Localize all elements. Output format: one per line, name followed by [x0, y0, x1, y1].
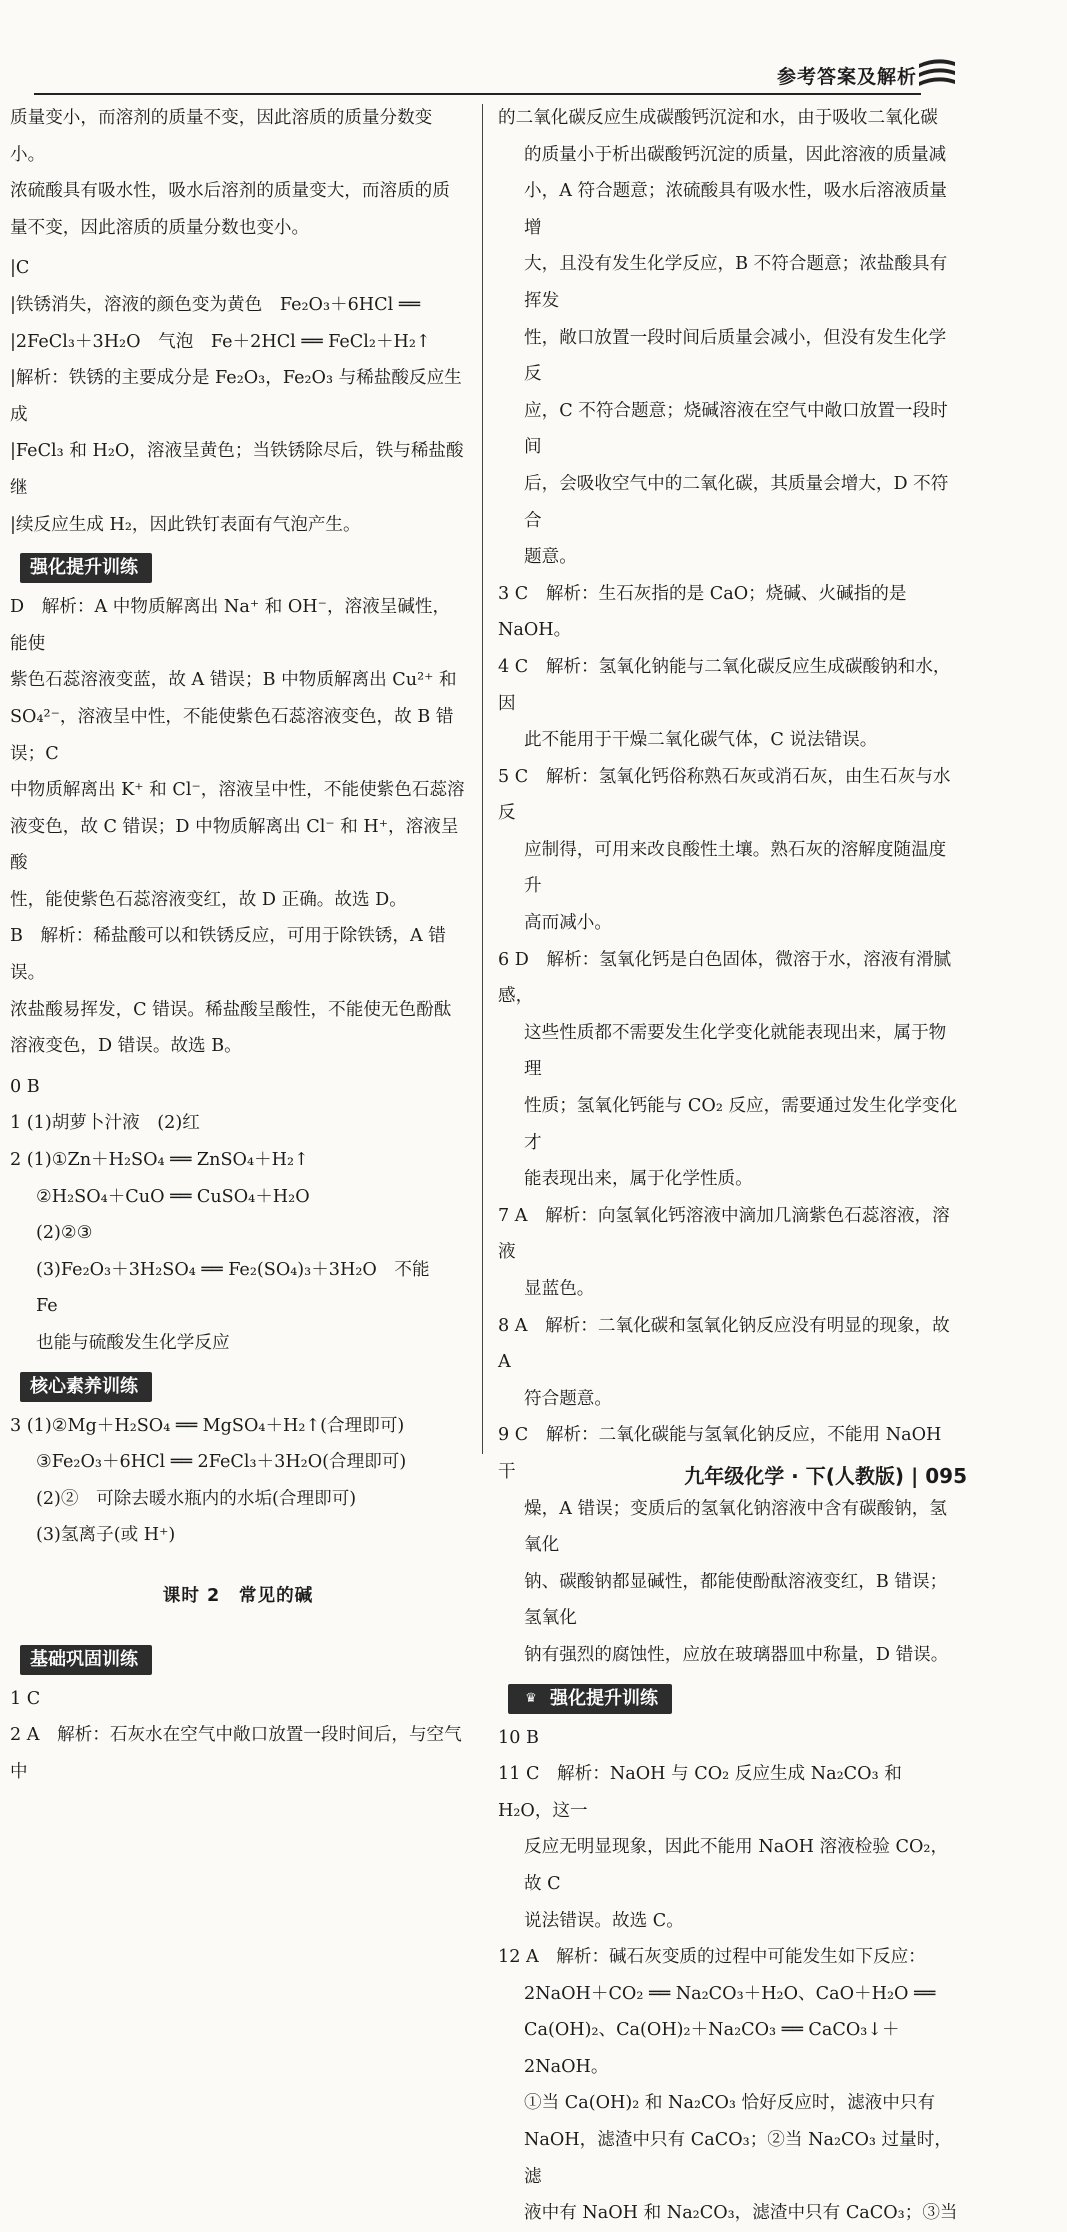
column-divider — [482, 104, 483, 1454]
answer-line: NaOH，滤渣中只有 CaCO₃；②当 Na₂CO₃ 过量时，滤 — [524, 2130, 952, 2187]
answer-line: 紫色石蕊溶液变蓝，故 A 错误；B 中物质解离出 Cu²⁺ 和 — [10, 670, 457, 691]
answer-line: (2)② 可除去暖水瓶内的水垢(合理即可) — [36, 1488, 357, 1509]
answer-line: 4 C 解析：氢氧化钠能与二氧化碳反应生成碳酸钠和水，因 — [498, 656, 951, 714]
page-footer: 九年级化学 · 下(人教版) | 095 — [684, 1464, 967, 1488]
lesson-title: 课时 2 常见的碱 — [162, 1585, 314, 1606]
text-line: 质量变小，而溶剂的质量不变，因此溶质的质量分数变小。 — [10, 108, 433, 165]
section-heading: 强化提升训练 — [20, 553, 152, 583]
answer-line: 9 C 解析：二氧化碳能与氢氧化钠反应，不能用 NaOH 干 — [498, 1425, 942, 1482]
section-heading-label: 强化提升训练 — [550, 1687, 658, 1709]
answer-line: 浓盐酸易挥发，C 错误。稀盐酸呈酸性，不能使无色酚酞 — [10, 999, 452, 1020]
text-line: 后，会吸收空气中的二氧化碳，其质量会增大，D 不符合 — [524, 473, 949, 531]
answer-line: 符合题意。 — [524, 1388, 612, 1409]
answer-line: D 解析：A 中物质解离出 Na⁺ 和 OH⁻，溶液呈碱性，能使 — [10, 597, 451, 654]
answer-line: SO₄²⁻，溶液呈中性，不能使紫色石蕊溶液变色，故 B 错误；C — [10, 706, 454, 764]
book-stack-icon — [917, 56, 957, 94]
answer-line: 反应无明显现象，因此不能用 NaOH 溶液检验 CO₂，故 C — [524, 1837, 949, 1894]
answer-line: |续反应生成 H₂，因此铁钉表面有气泡产生。 — [10, 514, 361, 535]
text-line: 应，C 不符合题意；烧碱溶液在空气中敞口放置一段时间 — [524, 400, 948, 458]
answer-line: 3 C 解析：生石灰指的是 CaO；烧碱、火碱指的是 NaOH。 — [498, 583, 907, 641]
answer-line: 能表现出来，属于化学性质。 — [524, 1169, 753, 1190]
answer-line: 12 A 解析：碱石灰变质的过程中可能发生如下反应： — [498, 1947, 926, 1968]
answer-line: 显蓝色。 — [524, 1279, 595, 1299]
answer-line: |2FeCl₃＋3H₂O 气泡 Fe＋2HCl ══ FeCl₂＋H₂↑ — [10, 331, 431, 352]
answer-line: 液中有 NaOH 和 Na₂CO₃，滤渣中只有 CaCO₃；③当 — [524, 2203, 958, 2224]
answer-line: 0 B — [10, 1076, 40, 1097]
answer-line: 燥，A 错误；变质后的氢氧化钠溶液中含有碳酸钠，氢氧化 — [524, 1498, 947, 1556]
header-rule — [34, 93, 921, 95]
section-heading: 核心素养训练 — [20, 1372, 152, 1402]
answer-line: 性，能使紫色石蕊溶液变红，故 D 正确。故选 D。 — [10, 889, 407, 910]
answer-line: ③Fe₂O₃＋6HCl ══ 2FeCl₃＋3H₂O(合理即可) — [36, 1452, 407, 1473]
answer-line: 液变色，故 C 错误；D 中物质解离出 Cl⁻ 和 H⁺，溶液呈酸 — [10, 816, 459, 874]
text-line: 性，敞口放置一段时间后质量会减小，但没有发生化学反 — [524, 327, 947, 385]
crown-icon: ♛ — [518, 1686, 544, 1712]
text-line: 小，A 符合题意；浓硫酸具有吸水性，吸水后溶液质量增 — [524, 181, 947, 238]
answer-line: 7 A 解析：向氢氧化钙溶液中滴加几滴紫色石蕊溶液，溶液 — [498, 1205, 950, 1263]
answer-line: 8 A 解析：二氧化碳和氢氧化钠反应没有明显的现象，故 A — [498, 1315, 950, 1373]
answer-line: |解析：铁锈的主要成分是 Fe₂O₃，Fe₂O₃ 与稀盐酸反应生成 — [10, 368, 462, 425]
answer-line: 2 A 解析：石灰水在空气中敞口放置一段时间后，与空气中 — [10, 1725, 462, 1782]
text-line: 题意。 — [524, 547, 577, 568]
answer-line: B 解析：稀盐酸可以和铁锈反应，可用于除铁锈，A 错误。 — [10, 926, 446, 984]
answer-line: 此不能用于干燥二氧化碳气体，C 说法错误。 — [524, 730, 878, 751]
section-heading: 基础巩固训练 — [20, 1645, 152, 1675]
answer-line: (3)Fe₂O₃＋3H₂SO₄ ══ Fe₂(SO₄)₃＋3H₂O 不能 Fe — [36, 1259, 448, 1317]
answer-line: 2NaOH＋CO₂ ══ Na₂CO₃＋H₂O、CaO＋H₂O ══ — [524, 1983, 936, 2004]
answer-line: ①当 Ca(OH)₂ 和 Na₂CO₃ 恰好反应时，滤液中只有 — [524, 2093, 936, 2114]
answer-line: (2)②③ — [36, 1223, 93, 1244]
answer-line: (3)氢离子(或 H⁺) — [36, 1525, 176, 1546]
answer-line: 6 D 解析：氢氧化钙是白色固体，微溶于水，溶液有滑腻感， — [498, 949, 952, 1007]
answer-line: Ca(OH)₂、Ca(OH)₂＋Na₂CO₃ ══ CaCO₃↓＋2NaOH。 — [524, 2020, 900, 2077]
answer-line: 钠有强烈的腐蚀性，应放在玻璃器皿中称量，D 错误。 — [524, 1644, 949, 1665]
section-heading — [508, 1684, 672, 1714]
answer-line: 也能与硫酸发生化学反应 — [36, 1333, 230, 1353]
text-line: 浓硫酸具有吸水性，吸水后溶剂的质量变大，而溶质的质 — [10, 181, 450, 202]
answer-line: 5 C 解析：氢氧化钙俗称熟石灰或消石灰，由生石灰与水反 — [498, 766, 951, 824]
answer-line: |C — [10, 258, 30, 279]
right-column — [498, 100, 960, 2232]
text-line: 的二氧化碳反应生成碳酸钙沉淀和水，由于吸收二氧化碳 — [498, 108, 938, 128]
left-column — [10, 100, 466, 1790]
answer-line: 11 C 解析：NaOH 与 CO₂ 反应生成 Na₂CO₃ 和 H₂O，这一 — [498, 1764, 902, 1821]
answer-line: 1 C — [10, 1688, 41, 1709]
answer-line: 说法错误。故选 C。 — [524, 1910, 684, 1931]
answer-line: 中物质解离出 K⁺ 和 Cl⁻，溶液呈中性，不能使紫色石蕊溶 — [10, 780, 465, 801]
answer-line: 溶液变色，D 错误。故选 B。 — [10, 1036, 242, 1057]
answer-line: 1 (1)胡萝卜汁液 (2)红 — [10, 1113, 200, 1134]
answer-line: 高而减小。 — [524, 913, 612, 934]
answer-line: 这些性质都不需要发生化学变化就能表现出来，属于物理 — [524, 1022, 947, 1080]
answer-line: 2 (1)①Zn＋H₂SO₄ ══ ZnSO₄＋H₂↑ — [10, 1150, 309, 1171]
answer-line: 钠、碳酸钠都显碱性，都能使酚酞溶液变红，B 错误；氢氧化 — [524, 1571, 948, 1629]
text-line: 量不变，因此溶质的质量分数也变小。 — [10, 217, 310, 238]
header-title: 参考答案及解析 — [776, 66, 917, 88]
text-line: 的质量小于析出碳酸钙沉淀的质量，因此溶液的质量减 — [524, 144, 947, 165]
answer-line: 10 B — [498, 1727, 539, 1748]
answer-line: 3 (1)②Mg＋H₂SO₄ ══ MgSO₄＋H₂↑(合理即可) — [10, 1415, 405, 1436]
answer-line: 性质；氢氧化钙能与 CO₂ 反应，需要通过发生化学变化才 — [524, 1096, 958, 1153]
text-line: 大，且没有发生化学反应，B 不符合题意；浓盐酸具有挥发 — [524, 254, 948, 311]
answer-line: |FeCl₃ 和 H₂O，溶液呈黄色；当铁锈除尽后，铁与稀盐酸继 — [10, 441, 464, 498]
answer-line: |铁锈消失，溶液的颜色变为黄色 Fe₂O₃＋6HCl ══ — [10, 294, 421, 315]
answer-line: ②H₂SO₄＋CuO ══ CuSO₄＋H₂O — [36, 1186, 310, 1207]
page-header — [0, 0, 1067, 104]
answer-line: 应制得，可用来改良酸性土壤。熟石灰的溶解度随温度升 — [524, 839, 947, 897]
